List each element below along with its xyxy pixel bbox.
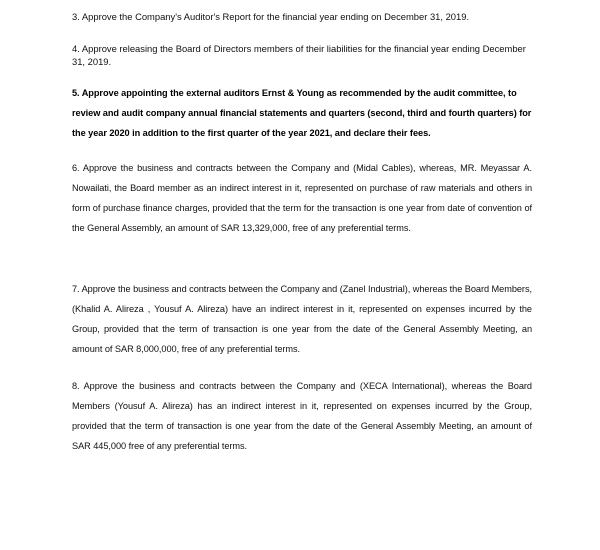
agenda-item-3: 3. Approve the Company's Auditor's Report for the financial year ending on December 31, 2019. [72, 11, 470, 22]
agenda-item-6: 6. Approve the business and contracts between the Company and (Midal Cables), whereas, MR. Meyassar A. Nowailati, the Board member as an indirect interest in it, represented on purchase of raw materials and others in form of purchase finance charges, provided that the term for the transaction is one year from date of convention of the General Assembly, an amount of SAR 13,329,000, free of any preferential terms. [72, 163, 532, 233]
agenda-item-8: 8. Approve the business and contracts between the Company and (XECA International), whereas the Board Members (Yousuf A. Alireza) has an indirect interest in it, represented on expenses incurred by the Group, provided that the term of transaction is one year from the date of the General Assembly Meeting, an amount of SAR 445,000 free of any preferential terms. [72, 381, 532, 451]
agenda-item-7: 7. Approve the business and contracts between the Company and (Zanel Industrial), whereas the Board Members, (Khalid A. Alireza , Yousuf A. Alireza) have an indirect interest in it, represented on expenses incurred by the Group, provided that the term of transaction is one year from the date of the General Assembly Meeting, an amount of SAR 8,000,000, free of any preferential terms. [72, 284, 532, 354]
agenda-item-4: 4. Approve releasing the Board of Directors members of their liabilities for the financial year ending December 31, 2019. [72, 43, 526, 67]
agenda-item-5: 5. Approve appointing the external auditors Ernst & Young as recommended by the audit committee, to review and audit company annual financial statements and quarters (second, third and fourth quarters) for the year 2020 in addition to the first quarter of the year 2021, and declare their fees. [72, 88, 532, 138]
